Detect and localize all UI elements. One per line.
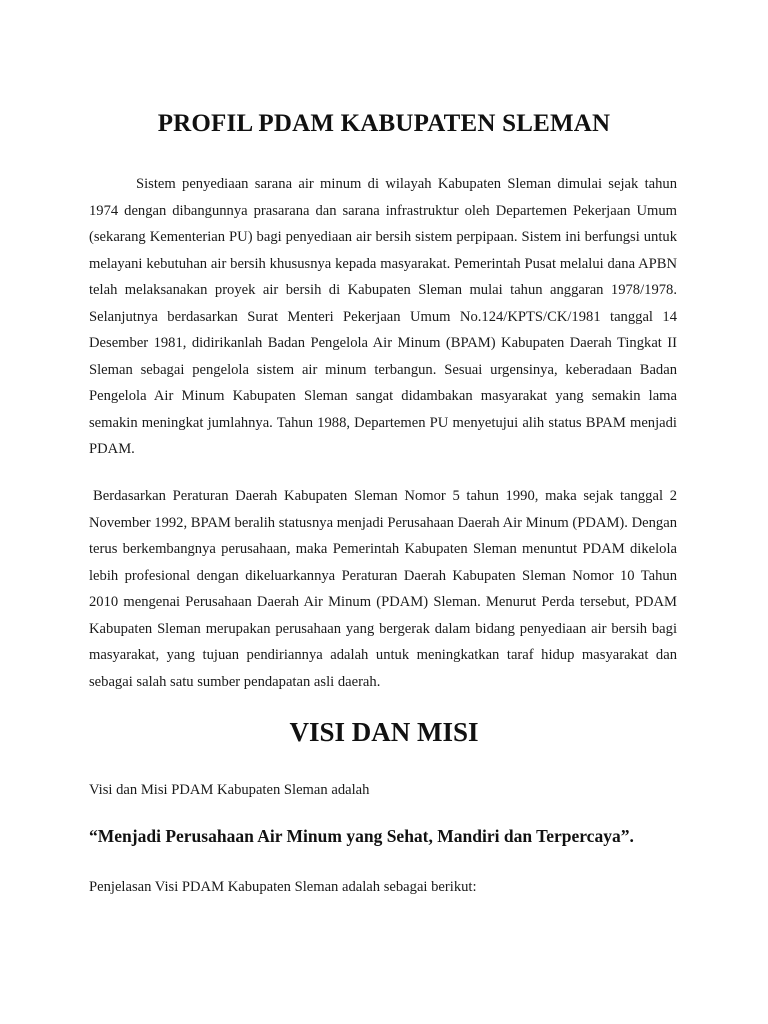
history-paragraph: Sistem penyediaan sarana air minum di wilayah Kabupaten Sleman dimulai sejak tahun 1974 dengan dibangunnya prasarana dan sarana infrastruktur oleh Departemen Pekerjaan Umum (sekarang Kementerian PU) bagi penyediaan air bersih sistem perpipaan. Sistem ini berfungsi untuk melayani kebutuhan air bersih khususnya kepada masyarakat. Pemerintah Pusat melalui dana APBN telah melaksanakan proyek air bersih di Kabupaten Sleman mulai tahun anggaran 1978/1978. Selanjutnya berdasarkan Surat Menteri Pekerjaan Umum No.124/KPTS/CK/1981 tanggal 14 Desember 1981, didirikanlah Badan Pengelola Air Minum (BPAM) Kabupaten Daerah Tingkat II Sleman sebagai pengelola sistem air minum terbangun. Sesuai urgensinya, keberadaan Badan Pengelola Air Minum Kabupaten Sleman sangat didambakan masyarakat yang semakin lama semakin meningkat jumlahnya. Tahun 1988, Departemen PU menyetujui alih status BPAM menjadi PDAM. [89,176,677,457]
visi-explanation-intro: Penjelasan Visi PDAM Kabupaten Sleman adalah sebagai berikut: [89,879,477,895]
visi-intro-text: Visi dan Misi PDAM Kabupaten Sleman adalah [89,782,370,798]
page-title: PROFIL PDAM KABUPATEN SLEMAN [157,110,611,137]
visi-motto: “Menjadi Perusahaan Air Minum yang Sehat, Mandiri dan Terpercaya”. [89,826,634,846]
section-title-visi-misi: VISI DAN MISI [289,717,479,747]
regulation-paragraph: Berdasarkan Peraturan Daerah Kabupaten Sleman Nomor 5 tahun 1990, maka sejak tanggal 2 November 1992, BPAM beralih statusnya menjadi Perusahaan Daerah Air Minum (PDAM). Dengan terus berkembangnya perusahaan, maka Pemerintah Kabupaten Sleman menuntut PDAM dikelola lebih profesional dengan dikeluarkannya Peraturan Daerah Kabupaten Sleman Nomor 10 Tahun 2010 mengenai Perusahaan Daerah Air Minum (PDAM) Sleman. Menurut Perda tersebut, PDAM Kabupaten Sleman merupakan perusahaan yang bergerak dalam bidang penyediaan air bersih bagi masyarakat, yang tujuan pendiriannya adalah untuk meningkatkan taraf hidup masyarakat dan sebagai salah satu sumber pendapatan asli daerah. [89,488,677,690]
